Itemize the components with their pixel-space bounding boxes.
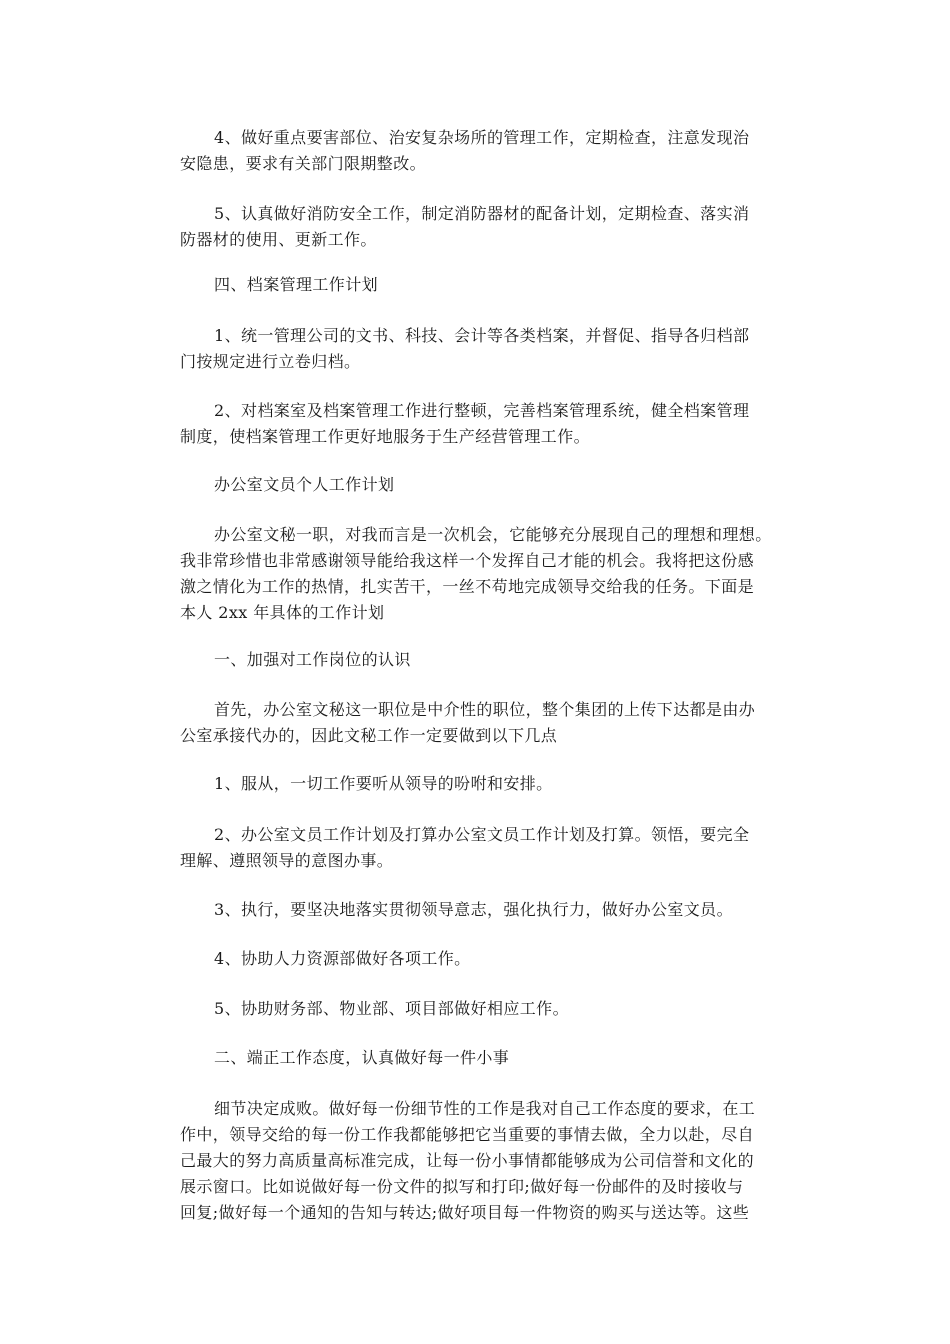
paragraph-archive-item-1 xyxy=(180,323,776,375)
text-line: 四、档案管理工作计划 xyxy=(214,275,379,294)
text-line: 防器材的使用、更新工作。 xyxy=(180,230,377,249)
paragraph-intro xyxy=(180,522,776,626)
list-item-1 xyxy=(180,771,776,797)
document-subtitle xyxy=(180,472,776,498)
text-line: 我非常珍惜也非常感谢领导能给我这样一个发挥自己才能的机会。我将把这份感 xyxy=(180,551,755,570)
section-heading-2 xyxy=(180,1045,776,1071)
text-line: 5、协助财务部、物业部、项目部做好相应工作。 xyxy=(214,999,569,1018)
list-item-5 xyxy=(180,996,776,1022)
text-line: 3、执行，要坚决地落实贯彻领导意志，强化执行力，做好办公室文员。 xyxy=(214,900,733,919)
text-line: 制度，使档案管理工作更好地服务于生产经营管理工作。 xyxy=(180,427,591,446)
paragraph-archive-item-2 xyxy=(180,398,776,450)
text-line: 作中，领导交给的每一份工作我都能够把它当重要的事情去做，全力以赴，尽自 xyxy=(180,1125,755,1144)
text-line: 展示窗口。比如说做好每一份文件的拟写和打印;做好每一份邮件的及时接收与 xyxy=(180,1177,744,1196)
text-line: 己最大的努力高质量高标准完成，让每一份小事情都能够成为公司信誉和文化的 xyxy=(180,1151,755,1170)
text-line: 本人 2xx 年具体的工作计划 xyxy=(180,603,385,622)
text-line: 办公室文员个人工作计划 xyxy=(214,475,395,494)
section-heading-1 xyxy=(180,647,776,673)
text-line: 5、认真做好消防安全工作，制定消防器材的配备计划，定期检查、落实消 xyxy=(214,204,750,223)
text-line: 细节决定成败。做好每一份细节性的工作是我对自己工作态度的要求，在工 xyxy=(214,1099,756,1118)
text-line: 激之情化为工作的热情，扎实苦干，一丝不苟地完成领导交给我的任务。下面是 xyxy=(180,577,755,596)
text-line: 4、做好重点要害部位、治安复杂场所的管理工作，定期检查，注意发现治 xyxy=(214,128,750,147)
text-line: 办公室文秘一职，对我而言是一次机会，它能够充分展现自己的理想和理想。 xyxy=(214,525,772,544)
text-line: 1、统一管理公司的文书、科技、会计等各类档案，并督促、指导各归档部 xyxy=(214,326,750,345)
text-line: 二、端正工作态度，认真做好每一件小事 xyxy=(214,1048,510,1067)
list-item-2 xyxy=(180,822,776,874)
list-item-4 xyxy=(180,946,776,972)
text-line: 理解、遵照领导的意图办事。 xyxy=(180,851,394,870)
text-line: 回复;做好每一个通知的告知与转达;做好项目每一件物资的购买与送达等。这些 xyxy=(180,1203,750,1222)
text-line: 门按规定进行立卷归档。 xyxy=(180,352,361,371)
paragraph-security-item-4 xyxy=(180,125,776,177)
text-line: 公室承接代办的，因此文秘工作一定要做到以下几点 xyxy=(180,726,558,745)
section-heading-archive xyxy=(180,272,776,298)
text-line: 安隐患，要求有关部门限期整改。 xyxy=(180,154,427,173)
paragraph-security-item-5 xyxy=(180,201,776,253)
text-line: 首先，办公室文秘这一职位是中介性的职位，整个集团的上传下达都是由办 xyxy=(214,700,756,719)
text-line: 2、对档案室及档案管理工作进行整顿，完善档案管理系统，健全档案管理 xyxy=(214,401,750,420)
paragraph-role-understanding xyxy=(180,697,776,749)
text-line: 2、办公室文员工作计划及打算办公室文员工作计划及打算。领悟，要完全 xyxy=(214,825,750,844)
text-line: 4、协助人力资源部做好各项工作。 xyxy=(214,949,471,968)
paragraph-details xyxy=(180,1096,776,1226)
text-line: 1、服从，一切工作要听从领导的吩咐和安排。 xyxy=(214,774,553,793)
list-item-3 xyxy=(180,897,776,923)
text-line: 一、加强对工作岗位的认识 xyxy=(214,650,411,669)
